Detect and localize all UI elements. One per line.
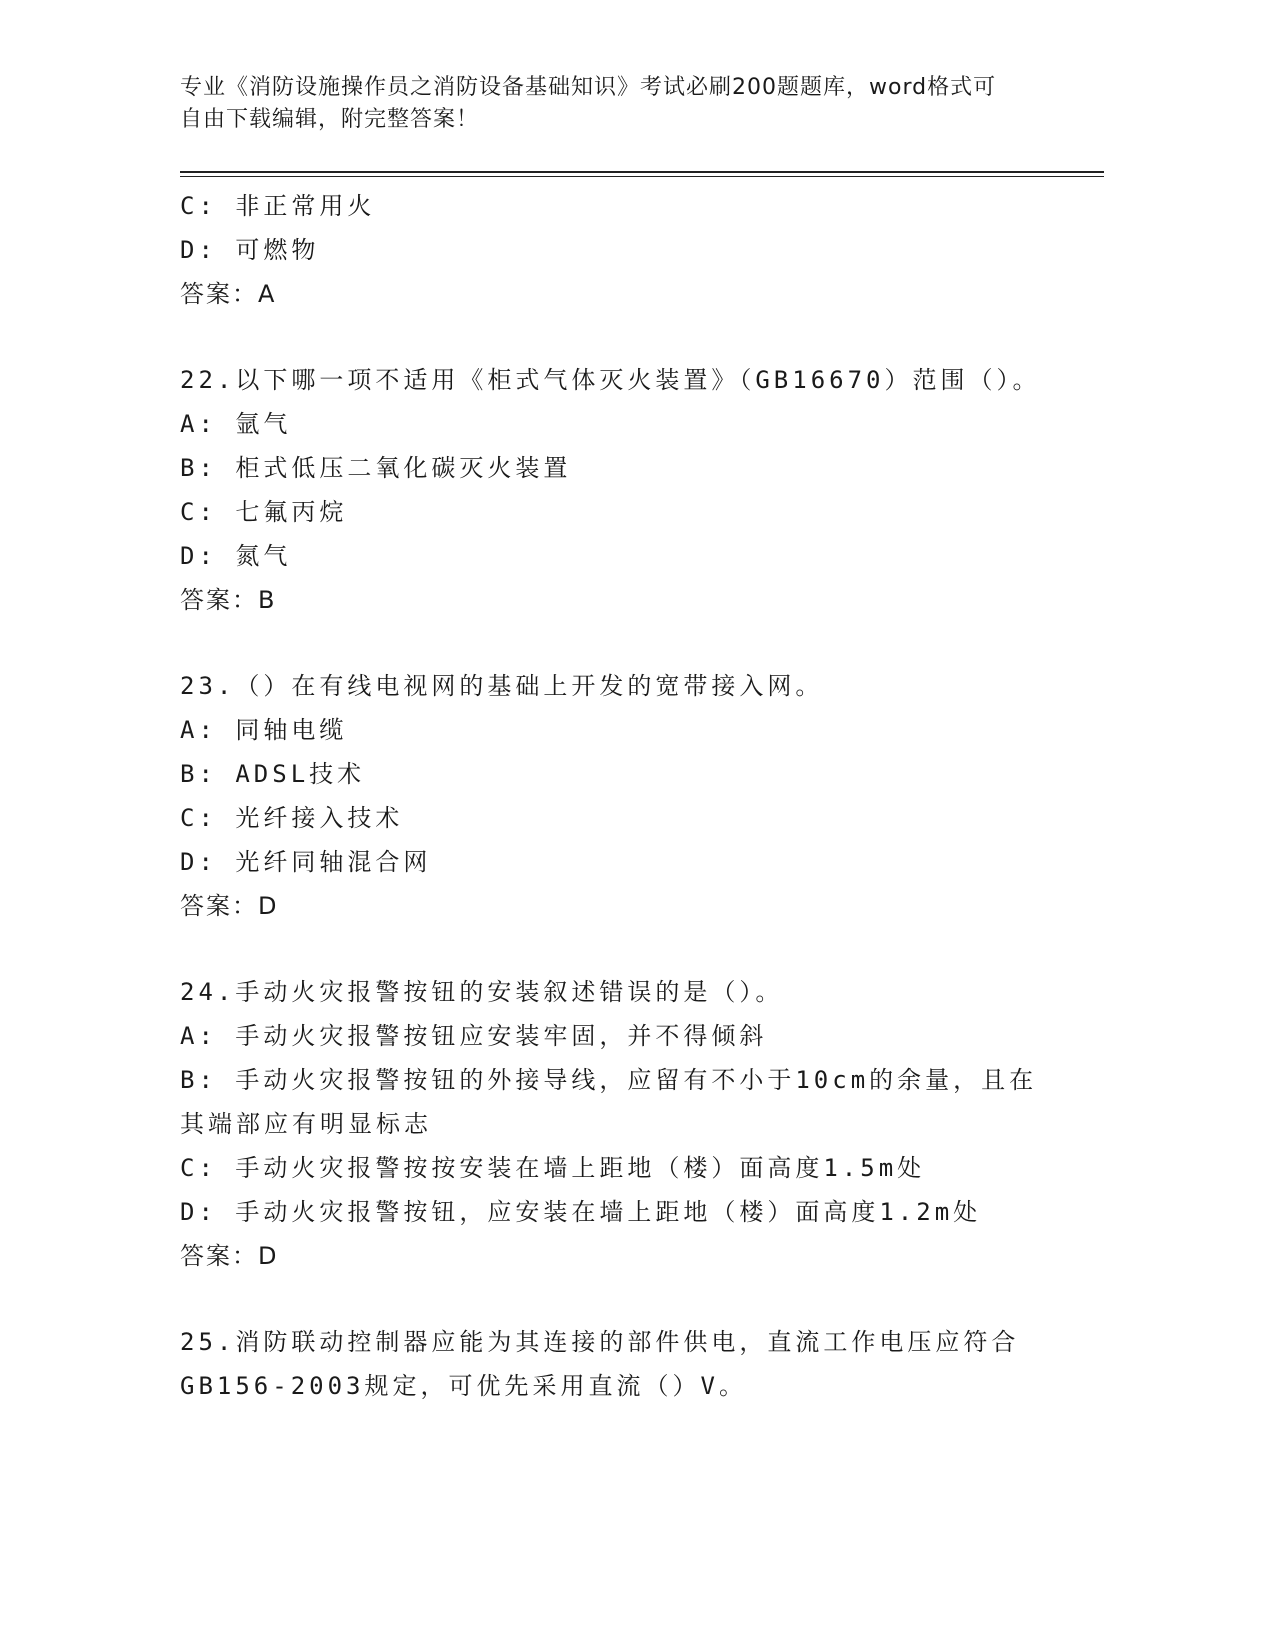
answer: 答案：B — [180, 586, 277, 614]
option-c: C: 七氟丙烷 — [180, 498, 348, 526]
option-b: B: ADSL技术 — [180, 760, 366, 788]
question-stem: 23.（）在有线电视网的基础上开发的宽带接入网。 — [180, 672, 824, 700]
option-a: A: 氩气 — [180, 410, 292, 438]
option-c: C: 手动火灾报警按按安装在墙上距地（楼）面高度1.5m处 — [180, 1154, 926, 1182]
question-list — [180, 184, 1050, 1408]
option-d: D: 氮气 — [180, 542, 292, 570]
question-25 — [180, 1320, 1050, 1408]
option-c: C: 非正常用火 — [180, 192, 376, 220]
header-divider-thin — [180, 176, 1104, 177]
header-divider-thick — [180, 171, 1104, 173]
option-b: B: 柜式低压二氧化碳灭火装置 — [180, 454, 572, 482]
question-23 — [180, 664, 1050, 928]
option-a: A: 同轴电缆 — [180, 716, 348, 744]
answer: 答案：A — [180, 280, 277, 308]
header-line-1: 专业《消防设施操作员之消防设备基础知识》考试必刷200题题库，word格式可 — [180, 75, 997, 100]
header-line-2: 自由下载编辑，附完整答案！ — [180, 107, 480, 132]
option-a: A: 手动火灾报警按钮应安装牢固，并不得倾斜 — [180, 1022, 768, 1050]
previous-question — [180, 184, 1050, 316]
option-d: D: 光纤同轴混合网 — [180, 848, 432, 876]
answer: 答案：D — [180, 892, 279, 920]
question-24 — [180, 970, 1050, 1278]
question-stem: 24.手动火灾报警按钮的安装叙述错误的是（）。 — [180, 978, 784, 1006]
question-stem: 22.以下哪一项不适用《柜式气体灭火装置》（GB16670）范围（）。 — [180, 366, 1041, 394]
question-stem: 25.消防联动控制器应能为其连接的部件供电，直流工作电压应符合GB156-2003规定，可优先采用直流（）V。 — [180, 1328, 1020, 1400]
option-c: C: 光纤接入技术 — [180, 804, 404, 832]
document-header — [180, 72, 1040, 136]
option-b: B: 手动火灾报警按钮的外接导线，应留有不小于10cm的余量，且在其端部应有明显标志 — [180, 1066, 1038, 1138]
option-d: D: 可燃物 — [180, 236, 320, 264]
answer: 答案：D — [180, 1242, 279, 1270]
question-22 — [180, 358, 1050, 622]
option-d: D: 手动火灾报警按钮，应安装在墙上距地（楼）面高度1.2m处 — [180, 1198, 982, 1226]
